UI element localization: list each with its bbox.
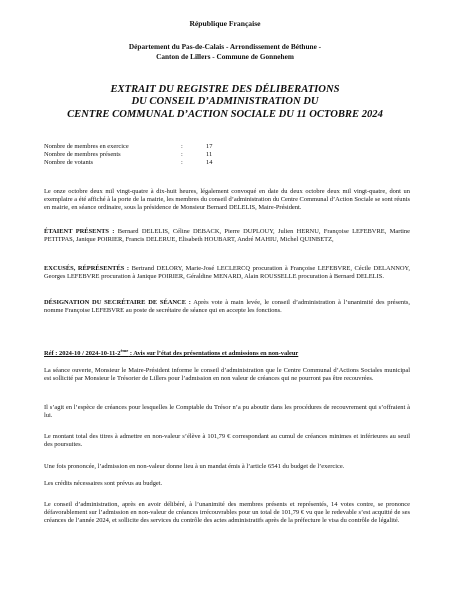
body-paragraph-decision: Le conseil d’administration, après en avoir délibéré, à l’unanimité des membres présents et représentés, 14 votes contre, se prononce défavorablement sur l’admission en non-valeur de créances irrécouvrables pour un total de 101,79 € vu que le redevable s’est acquitté de ses créances de l’année 2024, et sollicite des services du contrôle des actes administratifs après de la préfecture le visa du contrôle de légalité. — [44, 501, 410, 524]
canton-line: Canton de Lillers - Commune de Gonnehem — [156, 51, 294, 61]
present-label: ÉTAIENT PRÉSENTS : — [44, 228, 115, 235]
title-line-1: EXTRAIT DU REGISTRE DES DÉLIBERATIONS — [110, 84, 340, 95]
reference-number: Réf : 2024-10 / 2024-10-11-2 — [44, 350, 121, 358]
secretary-text: Après vote à main levée, le conseil d’administration à l’unanimité des présents, nomme Françoise LEFEBVRE au poste de secrétaire de séance qui en accepte les fonctions. — [44, 299, 410, 314]
title-line-2: DU CONSEIL D’ADMINISTRATION DU — [131, 96, 319, 108]
reference-subject: : Avis sur l’état des présentations et admissions en non-valeur — [128, 350, 299, 358]
body-paragraph-credits: Les crédits nécessaires sont prévus au budget. — [44, 480, 163, 487]
count-value: 14 — [206, 159, 213, 167]
count-value: 11 — [206, 151, 213, 159]
deliberation-reference — [44, 347, 410, 358]
excused-members-paragraph — [44, 265, 410, 281]
department-line: Département du Pas-de-Calais - Arrondissement de Béthune - — [128, 42, 322, 51]
count-row-voters — [44, 159, 294, 167]
count-label: Nombre de votants — [44, 159, 93, 167]
secretary-paragraph — [44, 299, 410, 315]
count-label: Nombre de membres en exercice — [44, 143, 129, 150]
country-heading: République Française — [189, 19, 261, 28]
excused-names: Bertrand DELORY, Marie-José LECLERCQ procuration à Françoise LEFEBVRE, Cécile DELANNOY, Georges LEFEBVRE procuration à Janique POIRIER, Géraldine MENARD, Alain ROUSSELLE procuration à Bernard DELELIS. — [44, 265, 410, 280]
administrative-header — [40, 42, 410, 61]
body-paragraph-3: Le montant total des titres à admettre en non-valeur s’élève à 101,79 € correspondant au cumul de créances minimes et inférieures au seuil des poursuites. — [44, 433, 410, 448]
excused-label: EXCUSÉS, RÉPRÉSENTÉS : — [44, 265, 130, 272]
secretary-label: DÉSIGNATION DU SECRÉTAIRE DE SÉANCE : — [44, 299, 191, 306]
present-members-paragraph — [44, 228, 410, 244]
count-value: 17 — [206, 143, 213, 150]
reference-suffix: ème — [120, 348, 129, 353]
body-paragraph-2: Il s’agit en l’espèce de créances pour lesquelles le Comptable du Trésor n’a pu aboutir dans les procédures de recouvrement qui s’offraient à lui. — [44, 404, 410, 419]
body-paragraph-1: La séance ouverte, Monsieur le Maire-Président informe le conseil d’administration que le Centre Communal d’Actions Sociales municipal est sollicité par Monsieur le Trésorier de Lillers pour l’admission en non valeur de créances qui ne pourront pas être recouvrées. — [44, 367, 410, 382]
count-label: Nombre de membres présents — [44, 151, 121, 159]
title-line-3: CENTRE COMMUNAL D’ACTION SOCIALE DU 11 OCTOBRE 2024 — [67, 108, 383, 120]
member-counts — [44, 143, 294, 168]
body-paragraph-4: Une fois prononcée, l’admission en non-valeur donne lieu à un mandat émis à l’article 6541 du budget de l’exercice. — [44, 463, 345, 470]
count-row-present — [44, 151, 294, 159]
count-separator: : — [181, 143, 183, 150]
count-row-in-office — [44, 143, 294, 151]
count-separator: : — [181, 151, 183, 159]
count-separator: : — [181, 159, 183, 167]
intro-paragraph: Le onze octobre deux mil vingt-quatre à dix-huit heures, légalement convoqué en date du deux octobre deux mil vingt-quatre, dont un exemplaire a été affiché à la porte de la mairie, les membres du conseil d’administration du Centre Communal d’Action Sociale se sont réunis en mairie, en séance ordinaire, sous la présidence de Monsieur Bernard DELELIS, Maire-Président. — [44, 188, 410, 211]
document-title — [10, 84, 440, 121]
present-names: Bernard DELELIS, Céline DEBACK, Pierre DUPLOUY, Julien HERNU, Françoise LEFEBVRE, Martine PETITPAS, Janique POIRIER, Francis DELERUE, Elisabeth HOUBART, André MAHIU, Michel QUINBETZ, — [44, 228, 410, 243]
